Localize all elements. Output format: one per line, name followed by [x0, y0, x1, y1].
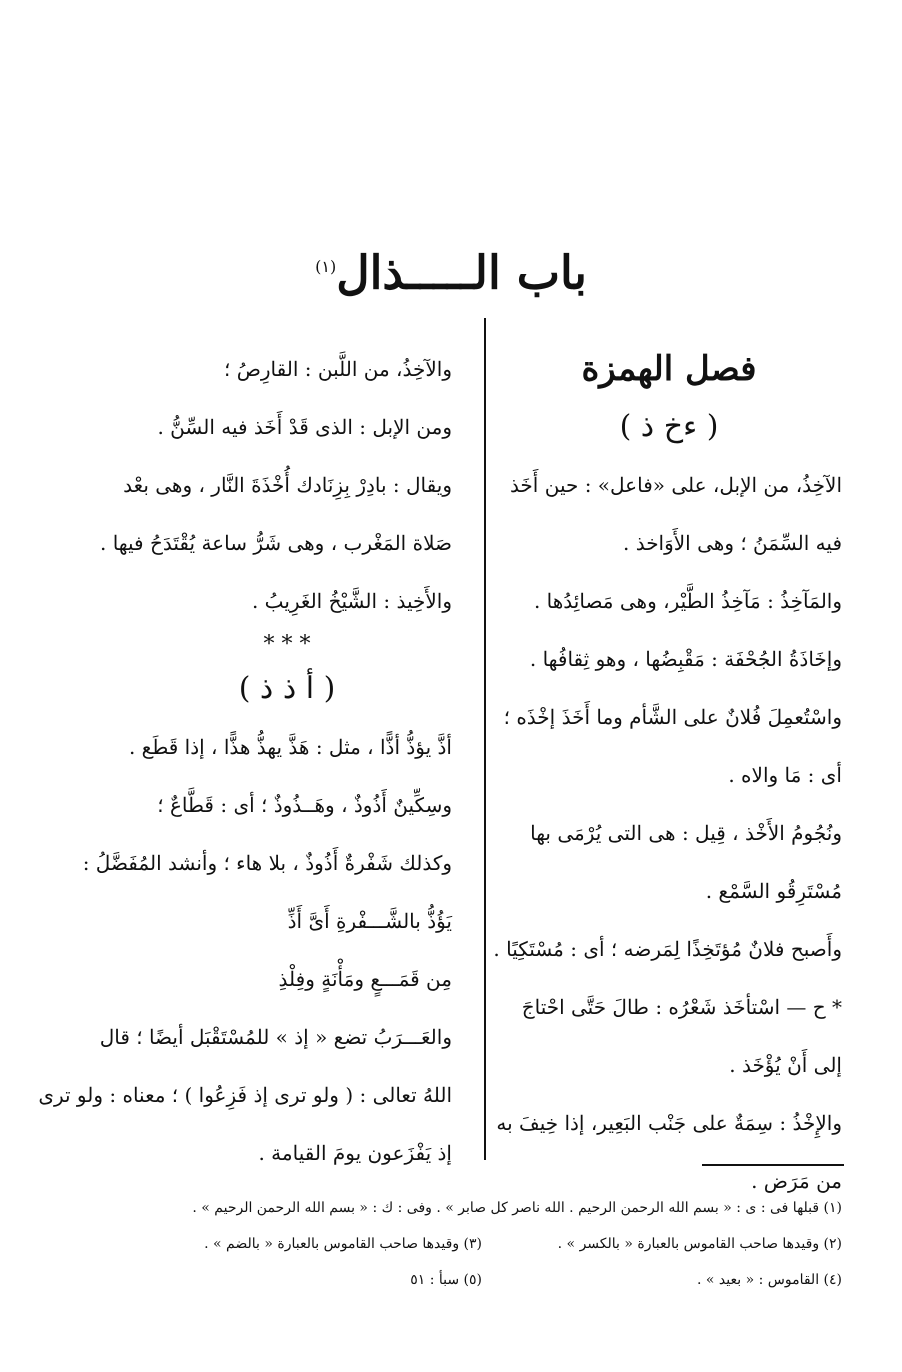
entry-line: واسْتُعمِلَ فُلانٌ على الشَّأم وما أَخَذَ إخْذَه ؛: [503, 705, 842, 729]
entry-line: ومن الإبل : الذى قَدْ أَخَذ فيه السِّنُّ .: [157, 415, 452, 439]
entry-line: فيه السِّمَنُ ؛ وهى الأَوَاخذ .: [622, 531, 842, 555]
chapter-footnote-marker: (١): [315, 257, 337, 276]
entry-line: ويقال : بادِرْ بِزِنَادك أُخْذَةَ النَّار ، وهى بعْد: [123, 473, 452, 497]
entry-line: والمَآخِذُ : مَآخِذُ الطَّيْر، وهى مَصائِدُها .: [533, 589, 842, 613]
verse-line: مِن قَمَـــعٍ ومَأْنَةٍ وفِلْذِ: [278, 967, 452, 991]
entry-line: والعَـــرَبُ تضع « إذ » للمُسْتَقْبَل أيضًا ؛ قال: [99, 1025, 452, 1049]
entry-line: ونُجُومُ الأَخْذ ، قِيل : هى التى يُرْمَى بها: [530, 821, 842, 845]
entry-line: * ح — اسْتأخَذ شَعْرُه : طالَ حَتَّى احْتاجَ: [521, 995, 842, 1019]
root-heading: ( ءخ ذ ): [619, 409, 719, 444]
entry-line: وأَصبح فلانٌ مُؤتَخِذًا لِمَرضه ؛ أى : مُسْتَكِيًا .: [493, 937, 842, 961]
column-divider: [484, 318, 486, 1160]
entry-line: والأَخِيذ : الشَّيْخُ الغَرِيبُ .: [251, 589, 452, 613]
root-heading: ( أ ذ ذ ): [238, 671, 336, 706]
entry-line: مُسْتَرِقُو السَّمْع .: [705, 879, 842, 903]
entry-line: وإخَاذَةُ الجُحْفَة : مَقْبِضُها ، وهو ثِقافُها .: [529, 647, 842, 671]
chapter-title: [251, 232, 651, 307]
entry-line: أى : مَا والاه .: [728, 763, 842, 787]
entry-line: الآخِذُ، من الإبل، على «فاعل» : حين أَخَذ: [509, 473, 842, 497]
entry-line: وكذلك شَفْرةٌ أَذُوذٌ ، بلا هاء ؛ وأنشد المُفَضَّلُ :: [82, 851, 452, 875]
entry-line: والآخِذُ، من اللَّبن : القارِصُ ؛: [224, 357, 452, 381]
entry-line: اللهُ تعالى : ( ولو ترى إذ فَزِعُوا ) ؛ معناه : ولو ترى: [38, 1083, 452, 1107]
footnote-2: (٢) وقيدها صاحب القاموس بالعبارة « بالكسر » .: [557, 1236, 842, 1252]
footnote-row: [122, 1190, 842, 1226]
footnote-3: (٣) وقيدها صاحب القاموس بالعبارة « بالضم » .: [204, 1236, 482, 1252]
footnote-rule: [702, 1164, 844, 1166]
entry-line: إلى أَنْ يُؤْخَذ .: [729, 1053, 842, 1077]
section-title: فصل الهمزة: [581, 349, 757, 389]
footnote-row: [122, 1226, 842, 1262]
footnote-4: (٤) القاموس : « بعيد » .: [696, 1272, 842, 1288]
footnotes: [122, 1190, 842, 1298]
footnote-5: (٥) سبأ : ٥١: [410, 1272, 482, 1288]
entry-line: وسِكِّينٌ أَذُوذٌ ، وهَــذُوذٌ ؛ أى : قَطَّاعٌ ؛: [157, 793, 452, 817]
entry-line: إذ يَفْزَعون يومَ القيامة .: [258, 1141, 452, 1165]
entry-line: صَلاة المَغْرب ، وهى شَرُّ ساعة يُقْتَدَحُ فيها .: [99, 531, 452, 555]
entry-line: من مَرَض .: [751, 1169, 842, 1193]
chapter-title-text: باب الـــــذال: [336, 245, 587, 300]
entry-line: والإِخْذُ : سِمَةٌ على جَنْب البَعِير، إذا خِيفَ به: [496, 1111, 842, 1135]
footnote-1: (١) قبلها فى : ى : « بسم الله الرحمن الرحيم . الله ناصر كل صابر » . وفى : ك : « بسم الله الرحمن الرحيم » .: [192, 1200, 842, 1216]
left-column: [38, 340, 452, 1182]
footnote-row: [122, 1262, 842, 1298]
section-separator: * * *: [263, 632, 311, 657]
right-column: [493, 340, 842, 1210]
entry-line: أذَّ يؤذُّ أذًّا ، مثل : هَذَّ يهذُّ هذًّا ، إذا قَطَع .: [128, 735, 452, 759]
verse-line: يَؤُذُّ بالشَّـــفْرةِ أَىَّ أَذِّ: [287, 909, 452, 933]
